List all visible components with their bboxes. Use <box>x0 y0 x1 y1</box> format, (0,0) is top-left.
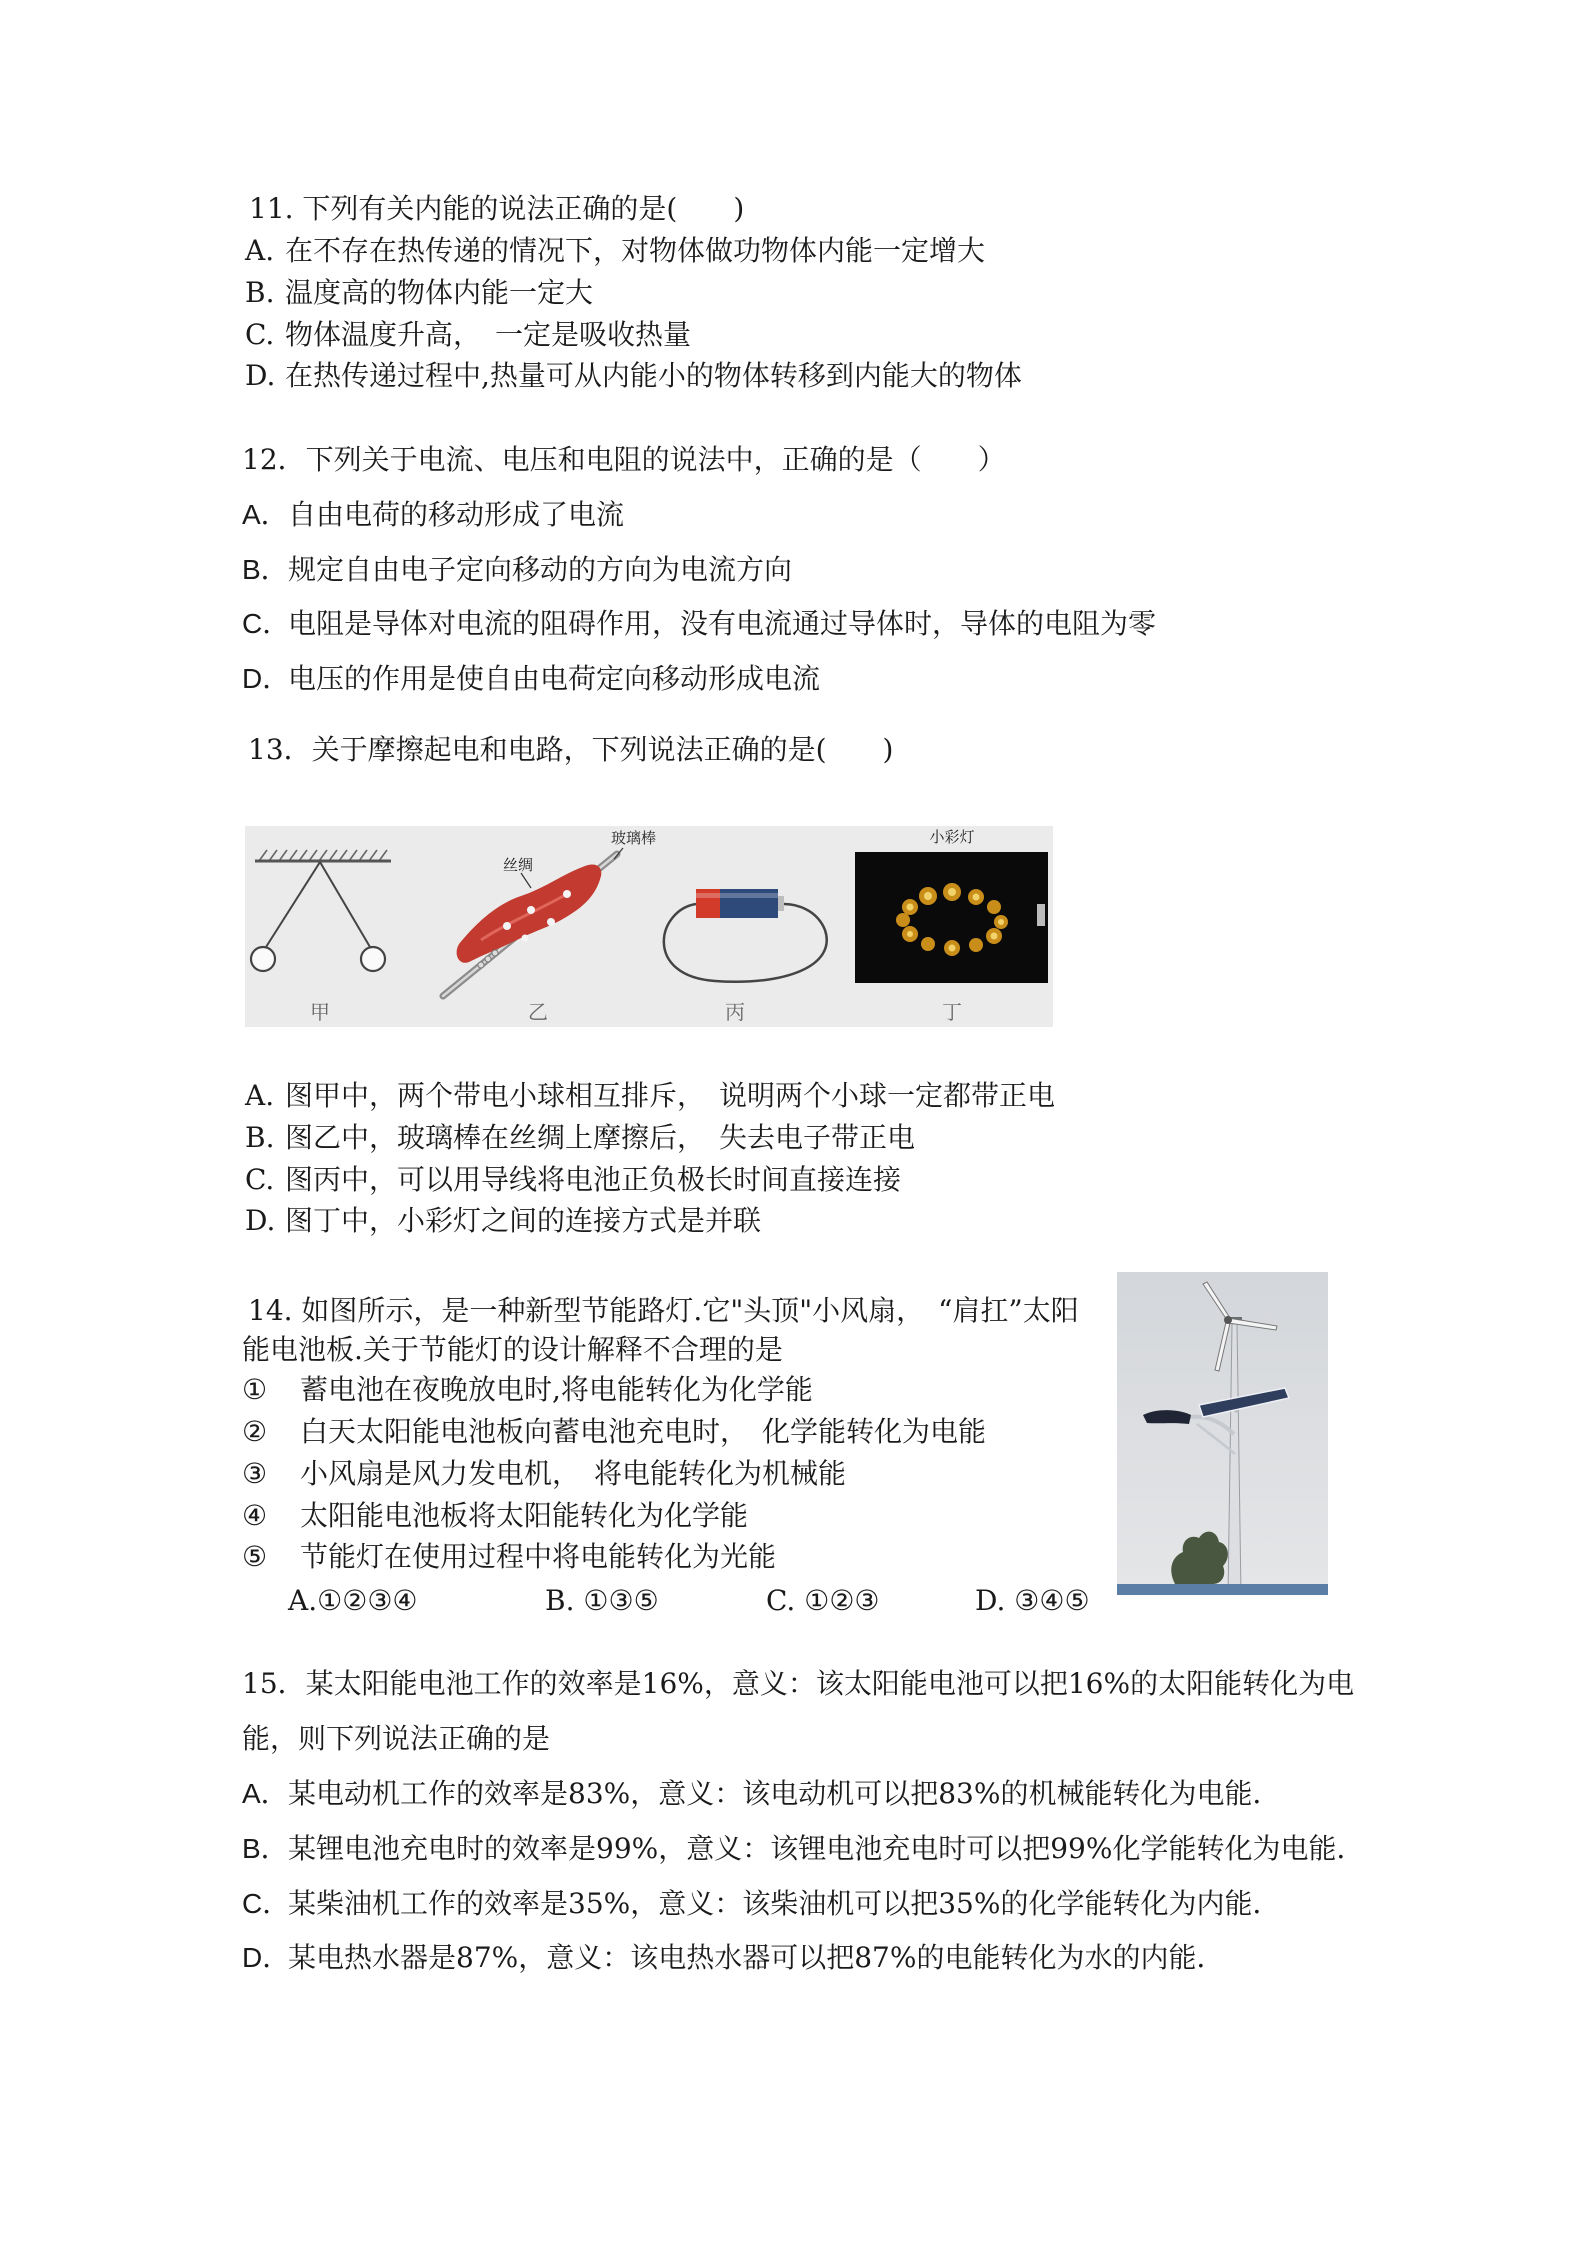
light-bulb <box>896 913 910 927</box>
option-label: C． <box>242 1888 291 1919</box>
silk-label: 丝绸 <box>503 856 534 874</box>
panel-label-bing: 丙 <box>725 1000 745 1024</box>
option-text: 图乙中，玻璃棒在丝绸上摩擦后， 失去电子带正电 <box>285 1121 916 1154</box>
light-glow-dot <box>948 888 956 896</box>
statement-text: 蓄电池在夜晚放电时,将电能转化为化学能 <box>300 1373 813 1406</box>
q15-option-c <box>242 1886 1280 1922</box>
option-label: B． <box>242 554 289 585</box>
q13-stem: 13．关于摩擦起电和电路，下列说法正确的是( ) <box>248 733 894 766</box>
statement-number: ③ <box>242 1457 268 1490</box>
light-glow-dot <box>907 904 914 911</box>
option-label: B. <box>245 1121 275 1154</box>
light-glow-dot <box>991 933 998 940</box>
option-text: 图丙中，可以用导线将电池正负极长时间直接连接 <box>285 1163 902 1196</box>
q14-choice-a: A.①②③④ <box>288 1584 418 1617</box>
q13-option-c <box>245 1162 901 1198</box>
q12-option-a <box>242 497 624 533</box>
q13-figure-svg <box>245 826 1053 1027</box>
statement-text: 小风扇是风力发电机， 将电能转化为机械能 <box>300 1457 847 1490</box>
light-bulb <box>969 938 983 952</box>
q14-statement-3 <box>242 1456 846 1492</box>
option-label: A. <box>245 234 275 267</box>
option-label: B． <box>242 1833 289 1864</box>
light-glow-dot <box>924 892 932 900</box>
q13-figure <box>245 826 1053 1027</box>
q14-stem-line-1: 14. 如图所示，是一种新型节能路灯.它"头顶"小风扇， “肩扛”太阳 <box>248 1294 1079 1327</box>
option-label: A． <box>242 1778 289 1809</box>
q12-option-b <box>242 552 792 588</box>
option-text: 图甲中，两个带电小球相互排斥， 说明两个小球一定都带正电 <box>285 1079 1056 1112</box>
rod-ring <box>478 962 484 968</box>
light-glow-dot <box>907 931 913 937</box>
silk-dot <box>547 918 555 926</box>
option-text: 某锂电池充电时的效率是99%，意义：该锂电池充电时可以把99%化学能转化为电能． <box>288 1832 1365 1865</box>
option-label: C. <box>245 318 275 351</box>
light-glow-dot <box>998 919 1004 925</box>
option-label: C． <box>242 608 291 639</box>
statement-text: 节能灯在使用过程中将电能转化为光能 <box>300 1540 777 1573</box>
option-label: C. <box>245 1163 275 1196</box>
lights-label: 小彩灯 <box>929 828 975 846</box>
option-label: D. <box>245 359 276 392</box>
light-bulb <box>987 900 1001 914</box>
option-label: D. <box>245 1204 276 1237</box>
q11-option-d <box>245 358 1022 394</box>
q12-option-c <box>242 606 1156 642</box>
q15-option-b <box>242 1831 1364 1867</box>
street-lamp-photo <box>1117 1272 1328 1595</box>
silk-dot <box>563 890 571 898</box>
q11-stem: 11. 下列有关内能的说法正确的是( ) <box>249 192 745 225</box>
q14-statement-4 <box>242 1498 748 1534</box>
statement-number: ⑤ <box>242 1540 268 1573</box>
option-label: D． <box>242 1942 291 1973</box>
q12-option-d <box>242 661 820 697</box>
q15-stem-line-1: 15．某太阳能电池工作的效率是16%，意义：该太阳能电池可以把16%的太阳能转化为电 <box>242 1667 1355 1700</box>
rod-ring <box>492 950 498 956</box>
option-text: 图丁中，小彩灯之间的连接方式是并联 <box>285 1204 762 1237</box>
panel-label-yi: 乙 <box>528 1000 548 1024</box>
glass-rod-label: 玻璃棒 <box>611 829 657 847</box>
q15-option-d <box>242 1940 1224 1976</box>
statement-number: ④ <box>242 1499 268 1532</box>
q12-stem: 12．下列关于电流、电压和电阻的说法中，正确的是（ ） <box>242 443 1006 476</box>
photo-edge-object <box>1037 904 1045 926</box>
option-text: 物体温度升高， 一定是吸收热量 <box>285 318 692 351</box>
panel-label-jia: 甲 <box>310 1000 330 1024</box>
q14-choice-b: B. ①③⑤ <box>545 1584 659 1617</box>
battery-terminal <box>778 896 784 911</box>
option-text: 电压的作用是使自由电荷定向移动形成电流 <box>288 662 821 695</box>
option-text: 某电热水器是87%，意义：该电热水器可以把87%的电能转化为水的内能． <box>288 1941 1225 1974</box>
statement-number: ① <box>242 1373 268 1406</box>
option-text: 在不存在热传递的情况下，对物体做功物体内能一定增大 <box>285 234 986 267</box>
q11-option-a <box>245 233 985 269</box>
rod-ring <box>485 956 491 962</box>
q11-option-c <box>245 317 691 353</box>
option-label: A. <box>245 1079 275 1112</box>
light-glow-dot <box>973 894 980 901</box>
option-text: 自由电荷的移动形成了电流 <box>288 498 625 531</box>
statement-text: 太阳能电池板将太阳能转化为化学能 <box>300 1499 749 1532</box>
battery-shine <box>696 893 778 898</box>
q14-statement-2 <box>242 1414 986 1450</box>
silk-dot <box>503 922 511 930</box>
street-lamp-svg <box>1117 1272 1328 1595</box>
option-text: 温度高的物体内能一定大 <box>285 276 594 309</box>
silk-dot <box>527 906 535 914</box>
q14-statement-5 <box>242 1539 776 1575</box>
statement-text: 白天太阳能电池板向蓄电池充电时， 化学能转化为电能 <box>300 1415 987 1448</box>
q15-option-a <box>242 1776 1280 1812</box>
light-glow-dot <box>949 945 956 952</box>
q15-stem-line-2: 能，则下列说法正确的是 <box>242 1722 551 1755</box>
option-text: 某柴油机工作的效率是35%，意义：该柴油机可以把35%的化学能转化为内能． <box>288 1887 1281 1920</box>
turbine-hub <box>1224 1316 1232 1324</box>
q14-choice-d: D. ③④⑤ <box>975 1584 1090 1617</box>
silk-dot <box>522 935 529 942</box>
option-text: 电阻是导体对电流的阻碍作用，没有电流通过导体时，导体的电阻为零 <box>288 607 1157 640</box>
q11-option-b <box>245 275 593 311</box>
ball-left <box>251 947 275 971</box>
option-label: A． <box>242 499 289 530</box>
option-label: B. <box>245 276 275 309</box>
q14-statement-1 <box>242 1372 813 1408</box>
option-text: 在热传递过程中,热量可从内能小的物体转移到内能大的物体 <box>285 359 1022 392</box>
light-bulb <box>921 937 935 951</box>
q14-choice-c: C. ①②③ <box>766 1584 880 1617</box>
q13-option-b <box>245 1120 915 1156</box>
option-label: D． <box>242 663 291 694</box>
statement-number: ② <box>242 1415 268 1448</box>
q13-option-a <box>245 1078 1055 1114</box>
option-text: 某电动机工作的效率是83%，意义：该电动机可以把83%的机械能转化为电能． <box>288 1777 1281 1810</box>
panel-label-ding: 丁 <box>942 1000 962 1024</box>
q14-stem-line-2: 能电池板.关于节能灯的设计解释不合理的是 <box>242 1333 783 1366</box>
option-text: 规定自由电子定向移动的方向为电流方向 <box>288 553 793 586</box>
ground-strip <box>1117 1584 1328 1595</box>
lights-photo-background <box>855 852 1048 983</box>
q13-option-d <box>245 1203 761 1239</box>
ball-right <box>361 947 385 971</box>
